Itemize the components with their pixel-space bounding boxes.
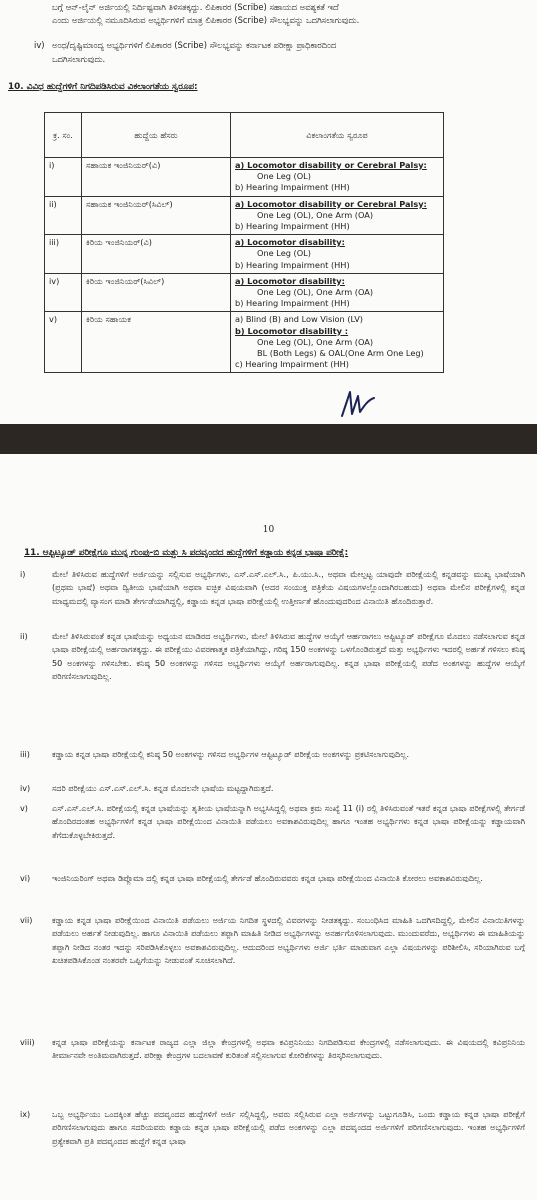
paragraph-ii (20, 630, 525, 684)
section-11-heading: 11. ಆಪ್ಟಿಟ್ಯೂಡ್ ಪರೀಕ್ಷೆಗೂ ಮುನ್ನ ಗುಂಪು-ಬಿ ಮತ್ತು ಸಿ ಪದವೃಂದದ ಹುದ್ದೆಗಳಿಗೆ ಕಡ್ಡಾಯ ಕನ್ನಡ ಭಾಷಾ ಪರೀಕ್ಷೆ: (24, 548, 349, 558)
intro-line-1: ಬಗ್ಗೆ ಆನ್-ಲೈನ್ ಅರ್ಜಿಯಲ್ಲಿ ನಿರ್ದಿಷ್ಟವಾಗಿ ತಿಳಿಸತಕ್ಕದ್ದು. ಲಿಪಿಕಾರರ (Scribe) ಸಹಾಯದ ಅವಶ್ಯಕತೆ ಇದೆ (52, 2, 339, 12)
disability-table (44, 112, 444, 373)
row-serial: ii) (45, 196, 82, 235)
paragraph-text: ಕಡ್ಡಾಯ ಕನ್ನಡ ಭಾಷಾ ಪರೀಕ್ಷೆಯಲ್ಲಿ ಕನಿಷ್ಠ 50 ಅಂಕಗಳನ್ನು ಗಳಿಸದ ಅಭ್ಯರ್ಥಿಗಳ ಆಪ್ಟಿಟ್ಯೂಡ್ ಪರೀಕ್ಷೆಯ ಅಂಕಗಳನ್ನು ಪ್ರಕಟಿಸಲಾಗುವುದಿಲ್ಲ. (52, 749, 410, 759)
disability-line: b) Hearing Impairment (HH) (235, 259, 350, 270)
row-disability (231, 235, 444, 274)
disability-line: a) Locomotor disability: (235, 237, 345, 248)
disability-line: One Leg (OL), One Arm (OA) (257, 209, 374, 220)
paragraph-number: ii) (20, 631, 28, 641)
paragraph-vi (20, 872, 525, 885)
paragraph-iv (20, 782, 525, 795)
page-gap-divider (0, 424, 537, 454)
item-iv-number: iv) (34, 40, 45, 50)
row-disability (231, 312, 444, 373)
page-number: 10 (262, 525, 275, 535)
disability-line: One Leg (OL) (257, 248, 311, 259)
document-page-top (0, 0, 537, 424)
row-post: ಕಿರಿಯ ಇಂಜಿನಿಯರ್(ವಿ) (82, 235, 231, 274)
row-serial: iii) (45, 235, 82, 274)
document-page-bottom (0, 454, 537, 1200)
paragraph-number: i) (20, 569, 26, 579)
paragraph-viii (20, 1036, 525, 1063)
header-serial: ಕ್ರ. ಸಂ. (45, 113, 82, 158)
intro-line-2: ಎಂದು ಅರ್ಜಿಯಲ್ಲಿ ನಮೂದಿಸಿರುವ ಅಭ್ಯರ್ಥಿಗಳಿಗೆ ಮಾತ್ರ ಲಿಪಿಕಾರರ (Scribe) ಸೌಲಭ್ಯವನ್ನು ಒದಗಿಸಲಾಗುವುದು. (52, 15, 360, 25)
paragraph-text: ಮೇಲೆ ತಿಳಿಸಿರುವ ಹುದ್ದೆಗಳಿಗೆ ಅರ್ಜಿಯನ್ನು ಸಲ್ಲಿಸುವ ಅಭ್ಯರ್ಥಿಗಳು, ಎಸ್.ಎಸ್.ಎಲ್.ಸಿ., ಪಿ.ಯು.ಸಿ., ಅಥವಾ ಮೇಲ್ಪಟ್ಟ ಯಾವುದೇ ಪರೀಕ್ಷೆಯಲ್ಲಿ ಕನ್ನಡವನ್ನು ಮುಖ್ಯ ಭಾಷೆಯಾಗಿ (ಪ್ರಥಮ ಭಾಷೆ) ಅಥವಾ ದ್ವಿತೀಯ ಭಾಷೆಯಾಗಿ ಅಥವಾ ಐಚ್ಛಿಕ ವಿಷಯವಾಗಿ (ಅದರ ಸಂಯುಕ್ತ ಪತ್ರಿಕೆಯ ವಿಷಯಗಳಲ್ಲೊಂದಾಗಿರಬಹುದು) ಅಥವಾ ಮೇಲಿನ ಪರೀಕ್ಷೆಗಳಲ್ಲಿ ಕನ್ನಡ ಮಾಧ್ಯಮದಲ್ಲಿ ವ್ಯಾಸಂಗ ಮಾಡಿ ತೇರ್ಗಡೆಯಾಗಿದ್ದಲ್ಲಿ, ಕಡ್ಡಾಯ ಕನ್ನಡ ಭಾಷಾ ಪರೀಕ್ಷೆಯಲ್ಲಿ ಉತ್ತೀರ್ಣತೆ ಹೊಂದುವುದರಿಂದ ವಿನಾಯಿತಿ ಹೊಂದಿರುತ್ತಾರೆ. (52, 569, 525, 606)
paragraph-text: ಎಸ್.ಎಸ್.ಎಲ್.ಸಿ. ಪರೀಕ್ಷೆಯಲ್ಲಿ ಕನ್ನಡ ಭಾಷೆಯನ್ನು ತೃತೀಯ ಭಾಷೆಯನ್ನಾಗಿ ಅಭ್ಯಸಿಸಿದ್ದಲ್ಲಿ ಅಥವಾ ಕ್ರಮ ಸಂಖ್ಯೆ 11 (i) ರಲ್ಲಿ ತಿಳಿಸಿರುವಂತೆ ಇತರೆ ಕನ್ನಡ ಭಾಷಾ ಪರೀಕ್ಷೆಗಳಲ್ಲಿ ತೇರ್ಗಡೆ ಹೊಂದಿರದಂತಹ ಅಭ್ಯರ್ಥಿಗಳಿಗೆ ಕನ್ನಡ ಭಾಷಾ ಪರೀಕ್ಷೆಯಿಂದ ವಿನಾಯಿತಿ ಪಡೆಯಲು ಅವಕಾಶವಿರುವುದಿಲ್ಲ ಹಾಗೂ ಇಂತಹ ಅಭ್ಯರ್ಥಿಗಳು ಕನ್ನಡ ಭಾಷಾ ಪರೀಕ್ಷೆಯನ್ನು ಕಡ್ಡಾಯವಾಗಿ ತೆಗೆದುಕೊಳ್ಳಬೇಕಿರುತ್ತದೆ. (52, 803, 525, 840)
paragraph-number: viii) (20, 1037, 35, 1047)
disability-line: One Leg (OL), One Arm (OA) (257, 336, 374, 347)
row-post: ಸಹಾಯಕ ಇಂಜಿನಿಯರ್(ವಿ) (82, 158, 231, 197)
disability-line: One Leg (OL), One Arm (OA) (257, 287, 374, 298)
table-row (45, 158, 444, 197)
paragraph-vii (20, 914, 525, 968)
paragraph-v (20, 802, 525, 842)
row-post: ಸಹಾಯಕ ಇಂಜಿನಿಯರ್(ಸಿವಿಲ್) (82, 196, 231, 235)
disability-line: b) Hearing Impairment (HH) (235, 221, 350, 232)
table-row (45, 196, 444, 235)
row-disability (231, 273, 444, 312)
paragraph-text: ಕನ್ನಡ ಭಾಷಾ ಪರೀಕ್ಷೆಯನ್ನು ಕರ್ನಾಟಕ ರಾಜ್ಯದ ಎಲ್ಲಾ ಜಿಲ್ಲಾ ಕೇಂದ್ರಗಳಲ್ಲಿ ಅಥವಾ ಕವಿಪ್ರನಿನಿಯು ನಿಗದಿಪಡಿಸುವ ಕೇಂದ್ರಗಳಲ್ಲಿ ನಡೆಸಲಾಗುವುದು. ಈ ವಿಷಯದಲ್ಲಿ ಕವಿಪ್ರನಿನಿಯ ತೀರ್ಮಾನವೇ ಅಂತಿಮವಾಗಿರುತ್ತದೆ. ಪರೀಕ್ಷಾ ಕೇಂದ್ರಗಳ ಬದಲಾವಣೆ ಕುರಿತಂತೆ ಸಲ್ಲಿಸಲಾಗುವ ಕೋರಿಕೆಗಳನ್ನು ತಿರಸ್ಕರಿಸಲಾಗುವುದು. (52, 1037, 525, 1061)
paragraph-number: iv) (20, 783, 31, 793)
item-iv-line-2: ಒದಗಿಸಲಾಗುವುದು. (52, 54, 106, 64)
table-row (45, 235, 444, 274)
row-serial: i) (45, 158, 82, 197)
row-serial: iv) (45, 273, 82, 312)
disability-line: b) Locomotor disability : (235, 325, 349, 336)
paragraph-number: v) (20, 803, 28, 813)
paragraph-text: ಸದರಿ ಪರೀಕ್ಷೆಯು ಎಸ್.ಎಸ್.ಎಲ್.ಸಿ. ಕನ್ನಡ ಮೊದಲನೇ ಭಾಷೆಯ ಮಟ್ಟದ್ದಾಗಿರುತ್ತದೆ. (52, 783, 274, 793)
paragraph-text: ಮೇಲೆ ತಿಳಿಸಿರುವಂತೆ ಕನ್ನಡ ಭಾಷೆಯನ್ನು ಅಧ್ಯಯನ ಮಾಡಿರದ ಅಭ್ಯರ್ಥಿಗಳು, ಮೇಲೆ ತಿಳಿಸಿರುವ ಹುದ್ದೆಗಳ ಆಯ್ಕೆಗೆ ಆರ್ಹರಾಗಲು ಆಪ್ಟಿಟ್ಯೂಡ್ ಪರೀಕ್ಷೆಗೂ ಮೊದಲು ನಡೆಸಲಾಗುವ ಕನ್ನಡ ಭಾಷಾ ಪರೀಕ್ಷೆಯಲ್ಲಿ ಅರ್ಹರಾಗತಕ್ಕದ್ದು. ಈ ಪರೀಕ್ಷೆಯು ವಿವರಣಾತ್ಮಕ ಪತ್ರಿಕೆಯಾಗಿದ್ದು, ಗರಿಷ್ಠ 150 ಅಂಕಗಳನ್ನು ಒಳಗೊಂಡಿರುತ್ತದೆ ಮತ್ತು ಅಭ್ಯರ್ಥಿಗಳು ಇದರಲ್ಲಿ ಅರ್ಹತೆ ಗಳಿಸಲು ಕನಿಷ್ಠ 50 ಅಂಕಗಳನ್ನು ಗಳಿಸಬೇಕು. ಕನಿಷ್ಠ 50 ಅಂಕಗಳನ್ನು ಗಳಿಸದ ಅಭ್ಯರ್ಥಿಗಳು ಆಯ್ಕೆಗೆ ಅರ್ಹರಾಗುವುದಿಲ್ಲ. ಕನ್ನಡ ಭಾಷಾ ಪರೀಕ್ಷೆಯಲ್ಲಿ ಪಡೆದ ಅಂಕಗಳನ್ನು ಹುದ್ದೆಗಳ ಆಯ್ಕೆಗೆ ಪರಿಗಣಿಸಲಾಗುವುದಿಲ್ಲ. (52, 631, 525, 682)
disability-line: BL (Both Legs) & OAL(One Arm One Leg) (257, 348, 424, 359)
disability-line: c) Hearing Impairment (HH) (235, 359, 349, 370)
paragraph-text: ಕಡ್ಡಾಯ ಕನ್ನಡ ಭಾಷಾ ಪರೀಕ್ಷೆಯಿಂದ ವಿನಾಯಿತಿ ಪಡೆಯಲು ಅರ್ಜಿಯ ನಿಗದಿತ ಸ್ಥಳದಲ್ಲಿ ವಿವರಗಳನ್ನು ನೀಡತಕ್ಕದ್ದು. ಸಂಬಂಧಿಸಿದ ಮಾಹಿತಿ ಒದಗಿಸದಿದ್ದಲ್ಲಿ, ಮೇಲಿನ ವಿನಾಯಿತಿಗಳನ್ನು ಪಡೆಯಲು ಅರ್ಹತೆ ನೀಡುವುದಿಲ್ಲ. ಹಾಗೂ ವಿನಾಯಿತಿ ಪಡೆಯಲು ತಪ್ಪಾಗಿ ಮಾಹಿತಿ ನೀಡಿದ ಅಭ್ಯರ್ಥಿಗಳನ್ನು ಅನರ್ಹಗೊಳಿಸಲಾಗುವುದು. ಮುಂದುವರೆದು, ಅಭ್ಯರ್ಥಿಗಳು ಈ ಮಾಹಿತಿಯನ್ನು ತಪ್ಪಾಗಿ ನೀಡಿದ ನಂತರ ಇದನ್ನು ಸರಿಪಡಿಸಿಕೊಳ್ಳಲು ಅವಕಾಶವಿರುವುದಿಲ್ಲ. ಆದುದರಿಂದ ಅಭ್ಯರ್ಥಿಗಳು ಅರ್ಜಿ ಭರ್ತಿ ಮಾಡುವಾಗ ಎಲ್ಲಾ ವಿಷಯಗಳನ್ನು ಪರಿಶೀಲಿಸಿ, ಸರಿಯಾಗಿರುವ ಬಗ್ಗೆ ಖಚಿತಪಡಿಸಿಕೊಂಡ ನಂತರವೇ ಒಪ್ಪಿಗೆಯನ್ನು ನೀಡುವಂತೆ ಸೂಚಿಸಲಾಗಿದೆ. (52, 915, 525, 966)
table-header-row (45, 113, 444, 158)
disability-line: a) Locomotor disability: (235, 275, 345, 286)
disability-line: b) Hearing Impairment (HH) (235, 298, 350, 309)
row-disability (231, 196, 444, 235)
row-disability (231, 158, 444, 197)
header-disability-type: ವಿಕಲಾಂಗತೆಯ ಸ್ವರೂಪ (231, 113, 444, 158)
disability-line: a) Blind (B) and Low Vision (LV) (235, 314, 363, 325)
disability-line: a) Locomotor disability or Cerebral Palsy: (235, 160, 427, 170)
paragraph-number: ix) (20, 1109, 31, 1119)
header-post-name: ಹುದ್ದೆಯ ಹೆಸರು (82, 113, 231, 158)
paragraph-number: vi) (20, 873, 31, 883)
table-row (45, 312, 444, 373)
item-iv-line-1: ಅಂಧ/ದೃಷ್ಟಿಮಾಂದ್ಯ ಅಭ್ಯರ್ಥಿಗಳಿಗೆ ಲಿಪಿಕಾರರ (Scribe) ಸೌಲಭ್ಯವನ್ನು ಕರ್ನಾಟಕ ಪರೀಕ್ಷಾ ಪ್ರಾಧಿಕಾರದಿಂದ (52, 40, 337, 50)
row-post: ಕಿರಿಯ ಇಂಜಿನಿಯರ್(ಸಿವಿಲ್) (82, 273, 231, 312)
disability-line: One Leg (OL) (257, 171, 311, 182)
row-post: ಕಿರಿಯ ಸಹಾಯಕ (82, 312, 231, 373)
paragraph-number: iii) (20, 749, 30, 759)
row-serial: v) (45, 312, 82, 373)
paragraph-text: ಒಬ್ಬ ಅಭ್ಯರ್ಥಿಯು ಒಂದಕ್ಕಿಂತ ಹೆಚ್ಚು ಪದವೃಂದದ ಹುದ್ದೆಗಳಿಗೆ ಅರ್ಜಿ ಸಲ್ಲಿಸಿದ್ದಲ್ಲಿ, ಅವರು ಸಲ್ಲಿಸಿರುವ ಎಲ್ಲಾ ಅರ್ಜಿಗಳನ್ನು ಒಟ್ಟುಗೂಡಿಸಿ, ಒಂದು ಕಡ್ಡಾಯ ಕನ್ನಡ ಭಾಷಾ ಪರೀಕ್ಷೆಗೆ ಪರಿಗಣಿಸಲಾಗುವುದು ಹಾಗೂ ಸದರಿಯವರು ಕಡ್ಡಾಯ ಕನ್ನಡ ಭಾಷಾ ಪರೀಕ್ಷೆಯಲ್ಲಿ ಪಡೆದ ಅಂಕಗಳನ್ನು ಎಲ್ಲಾ ಪದವೃಂದದ ಅರ್ಜಿಗಳಿಗೆ ಪರಿಗಣಿಸಲಾಗುವುದು. ಇಂತಹ ಅಭ್ಯರ್ಥಿಗಳಿಗೆ ಪ್ರತ್ಯೇಕವಾಗಿ ಪ್ರತಿ ಪದವೃಂದದ ಹುದ್ದೆಗೆ ಕನ್ನಡ ಭಾಷಾ (52, 1109, 525, 1146)
paragraph-iii (20, 748, 525, 761)
paragraph-i (20, 568, 525, 608)
table-row (45, 273, 444, 312)
signature-mark (336, 386, 376, 422)
disability-line: b) Hearing Impairment (HH) (235, 182, 350, 193)
paragraph-text: ಇಂಜಿನಿಯರಿಂಗ್ ಅಥವಾ ಡಿಪ್ಲೊಮಾ ದಲ್ಲಿ ಕನ್ನಡ ಭಾಷಾ ಪರೀಕ್ಷೆಯಲ್ಲಿ ತೇರ್ಗಡೆ ಹೊಂದಿರುವವರು ಕನ್ನಡ ಭಾಷಾ ಪರೀಕ್ಷೆಯಿಂದ ವಿನಾಯಿತಿ ಕೋರಲು ಅವಕಾಶವಿರುವುದಿಲ್ಲ. (52, 873, 483, 883)
paragraph-number: vii) (20, 915, 33, 925)
section-10-heading: 10. ವಿವಿಧ ಹುದ್ದೆಗಳಿಗೆ ನಿಗದಿಪಡಿಸಿರುವ ವಿಕಲಾಂಗತೆಯ ಸ್ವರೂಪ: (8, 82, 198, 92)
paragraph-ix (20, 1108, 525, 1148)
disability-line: a) Locomotor disability or Cerebral Palsy: (235, 198, 427, 209)
